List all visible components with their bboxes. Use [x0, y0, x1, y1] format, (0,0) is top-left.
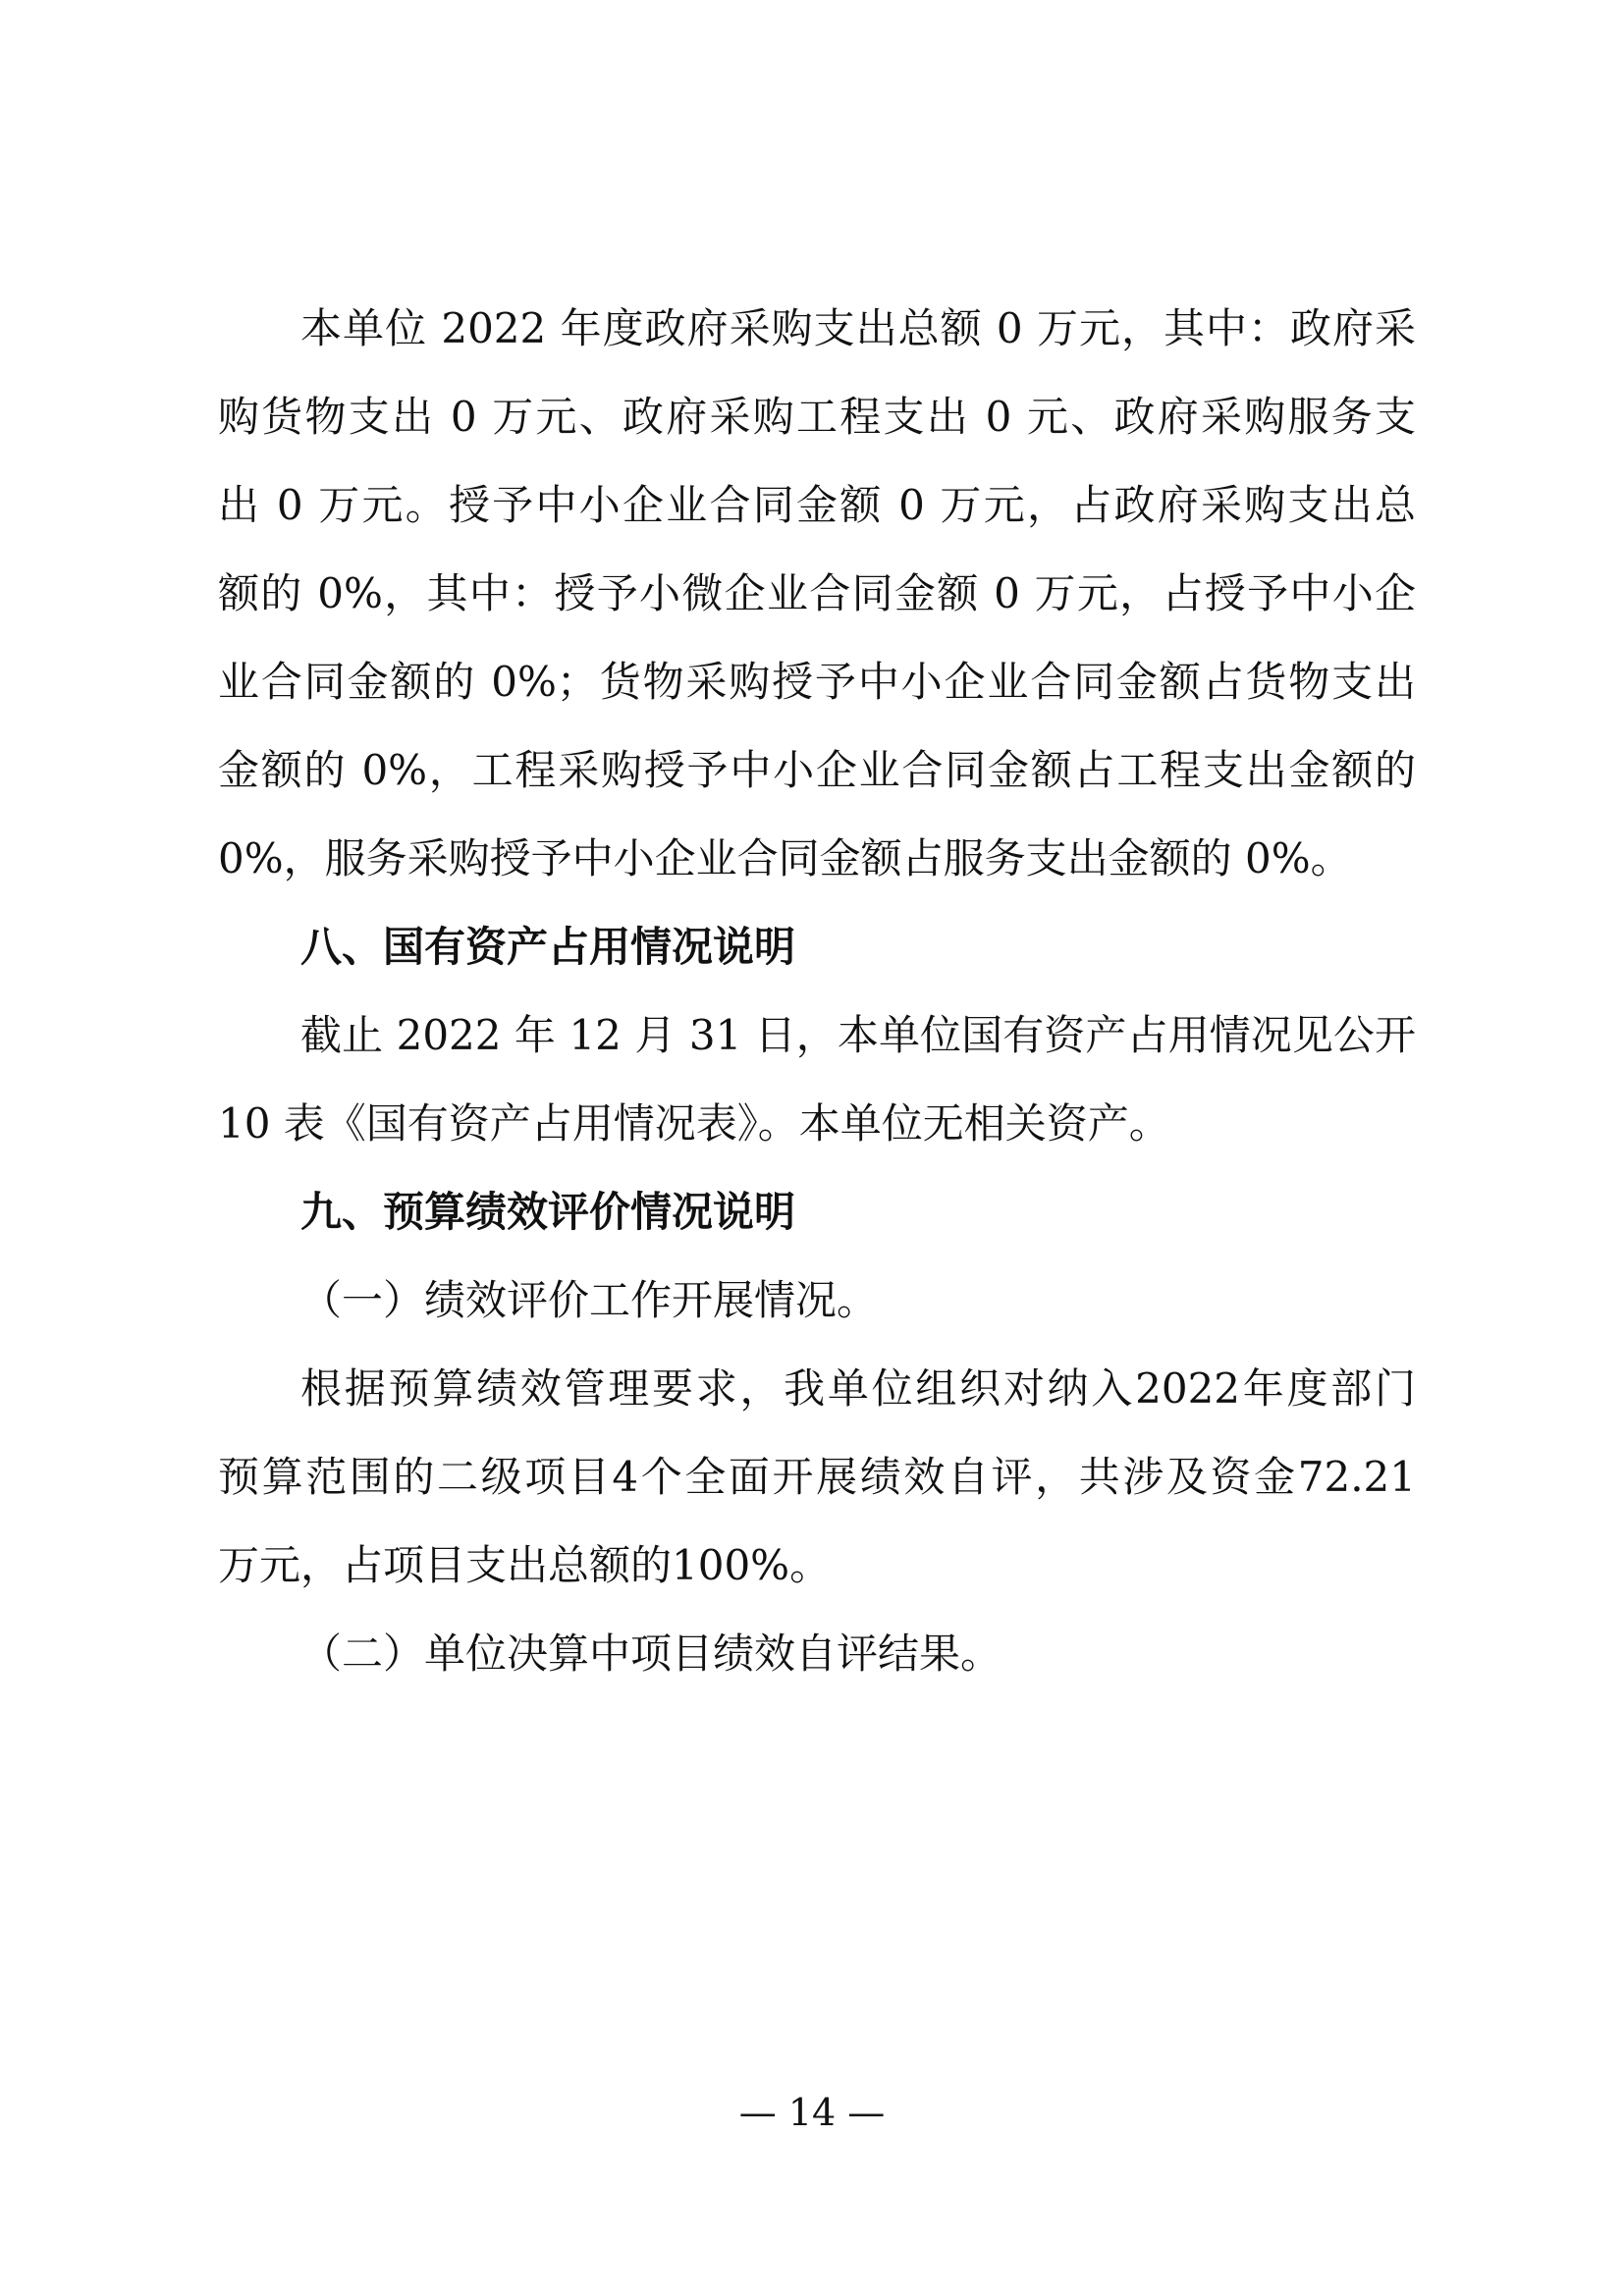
section-9-paragraph-line-3: 万元，占项目支出总额的100%。	[218, 1541, 832, 1589]
section-9-paragraph-line-2: 预算范围的二级项目4个全面开展绩效自评，共涉及资金72.21	[218, 1453, 1416, 1501]
page-content	[218, 285, 1416, 1698]
procurement-paragraph-line-5: 业合同金额的 0%；货物采购授予中小企业合同金额占货物支出	[218, 658, 1416, 706]
section-9-subheading-1: （一）绩效评价工作开展情况。	[300, 1276, 879, 1324]
procurement-paragraph-line-2: 购货物支出 0 万元、政府采购工程支出 0 元、政府采购服务支	[218, 393, 1416, 441]
procurement-paragraph-line-4: 额的 0%，其中：授予小微企业合同金额 0 万元，占授予中小企	[218, 569, 1416, 617]
section-8-paragraph-line-1: 截止 2022 年 12 月 31 日，本单位国有资产占用情况见公开	[300, 1011, 1416, 1059]
procurement-paragraph-line-3: 出 0 万元。授予中小企业合同金额 0 万元，占政府采购支出总	[218, 481, 1416, 529]
section-8-heading: 八、国有资产占用情况说明	[300, 923, 796, 971]
page-number: — 14 —	[738, 2091, 886, 2134]
section-9-heading: 九、预算绩效评价情况说明	[300, 1188, 796, 1236]
procurement-paragraph-line-7: 0%，服务采购授予中小企业合同金额占服务支出金额的 0%。	[218, 834, 1352, 882]
section-9-subheading-2: （二）单位决算中项目绩效自评结果。	[300, 1629, 1002, 1678]
section-8-paragraph-line-2: 10 表《国有资产占用情况表》。本单位无相关资产。	[218, 1099, 1170, 1148]
procurement-paragraph-line-6: 金额的 0%，工程采购授予中小企业合同金额占工程支出金额的	[218, 746, 1416, 794]
procurement-paragraph-line-1: 本单位 2022 年度政府采购支出总额 0 万元，其中：政府采	[300, 304, 1416, 352]
section-9-paragraph-line-1: 根据预算绩效管理要求，我单位组织对纳入2022年度部门	[300, 1364, 1416, 1413]
